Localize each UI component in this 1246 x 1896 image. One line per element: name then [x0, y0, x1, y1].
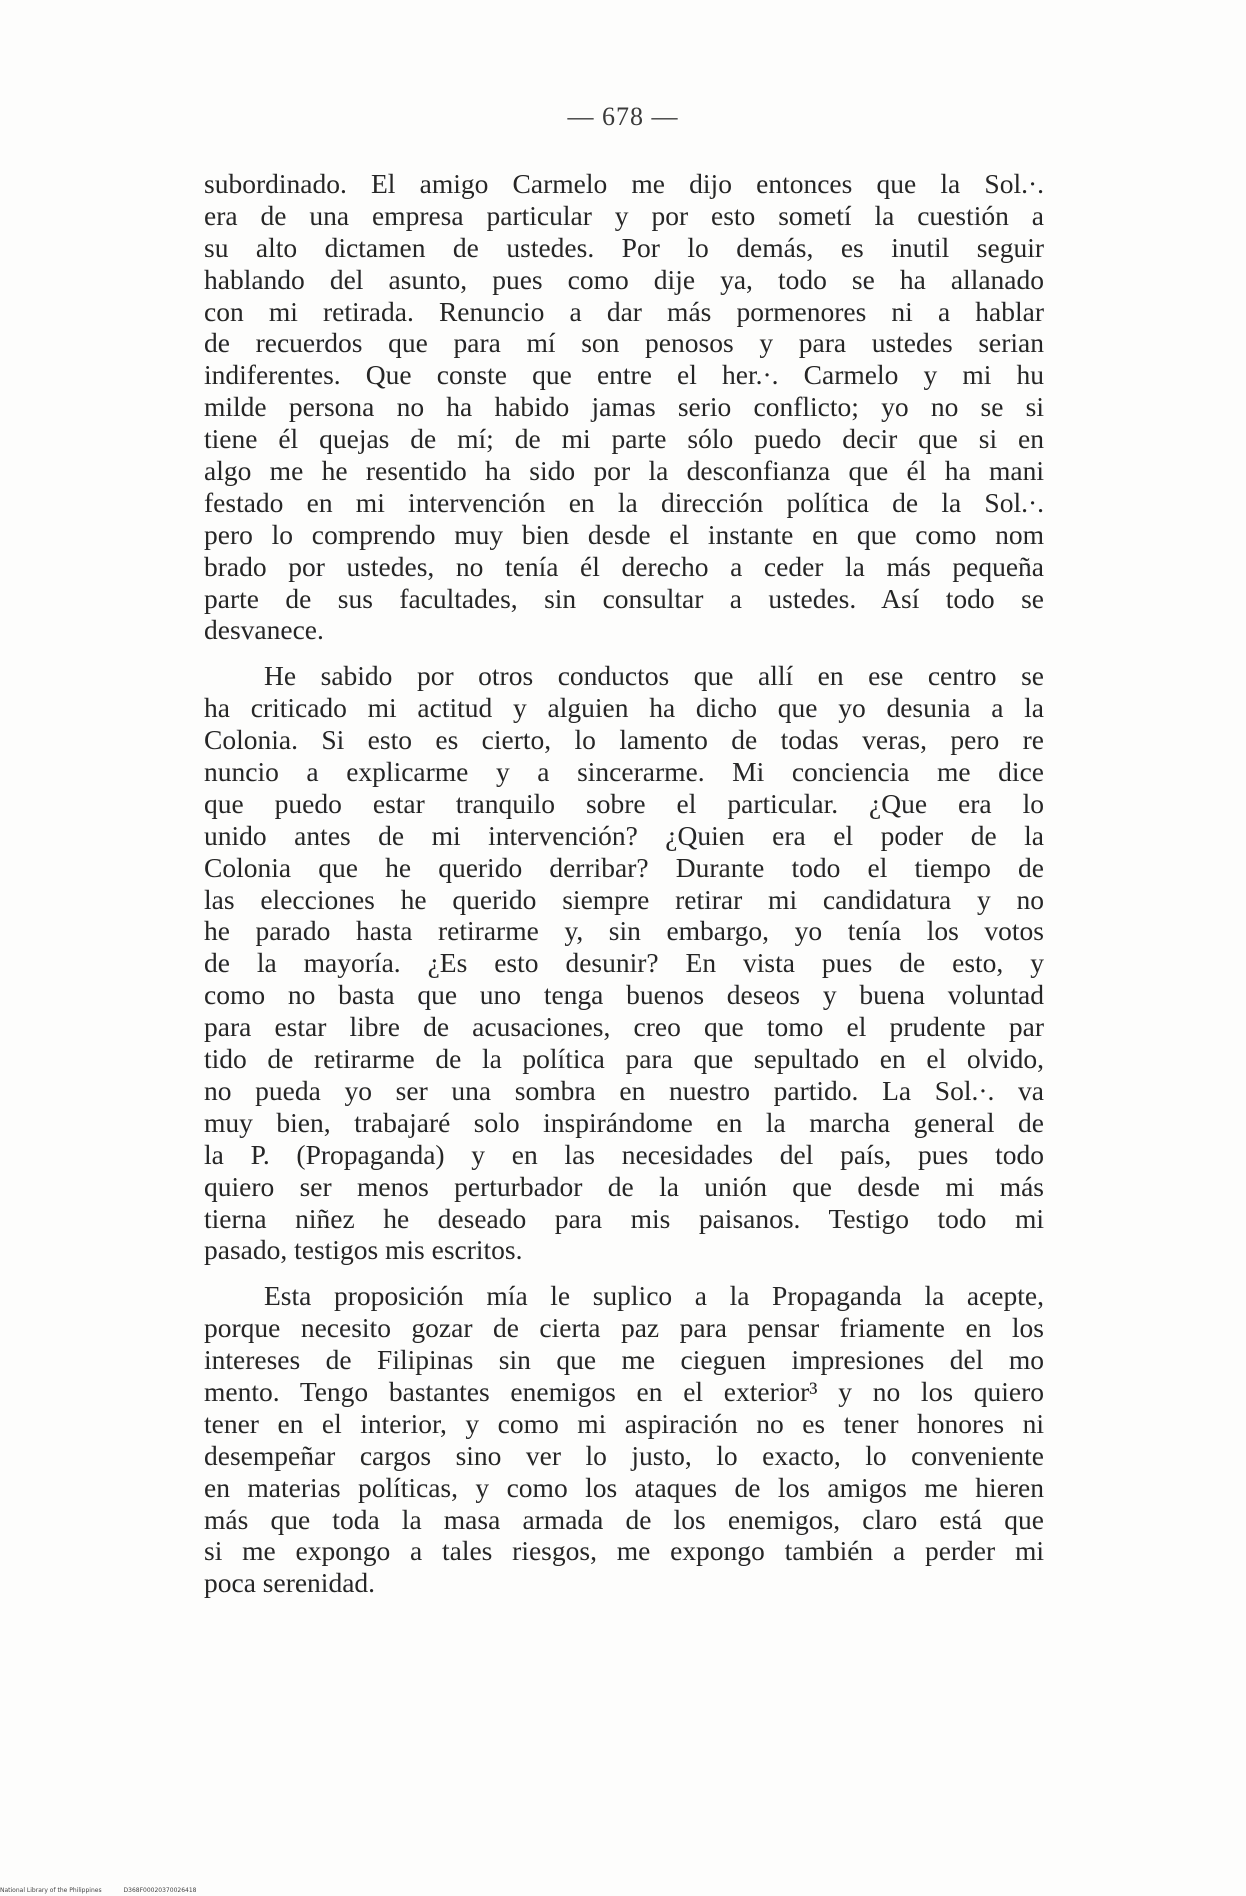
- text-line: su alto dictamen de ustedes. Por lo demás, es inutil seguir: [204, 231, 1044, 263]
- text-line: brado por ustedes, no tenía él derecho a ceder la más pequeña: [204, 550, 1044, 582]
- text-line: quiero ser menos perturbador de la unión que desde mi más: [204, 1170, 1044, 1202]
- text-line: muy bien, trabajaré solo inspirándome en la marcha general de: [204, 1106, 1044, 1138]
- body-text: [204, 168, 1044, 1599]
- text-line: nuncio a explicarme y a sincerarme. Mi conciencia me dice: [204, 756, 1044, 788]
- text-line: milde persona no ha habido jamas serio conflicto; yo no se si: [204, 391, 1044, 423]
- text-line: mento. Tengo bastantes enemigos en el exterior³ y no los quiero: [204, 1375, 1044, 1407]
- paragraph: [204, 660, 1044, 1266]
- text-line: no pueda yo ser una sombra en nuestro partido. La Sol.·. va: [204, 1074, 1044, 1106]
- text-line: Colonia que he querido derribar? Durante todo el tiempo de: [204, 851, 1044, 883]
- page-number: — 678 —: [567, 102, 679, 131]
- text-line: he parado hasta retirarme y, sin embargo, yo tenía los votos: [204, 915, 1044, 947]
- paragraph-gap: [204, 1266, 1044, 1280]
- text-line: de la mayoría. ¿Es esto desunir? En vista pues de esto, y: [204, 947, 1044, 979]
- footer-code: D368F00020370026418: [123, 1887, 197, 1894]
- text-line: subordinado. El amigo Carmelo me dijo entonces que la Sol.·.: [204, 168, 1044, 199]
- paragraph: [204, 1280, 1044, 1599]
- text-line: intereses de Filipinas sin que me cieguen impresiones del mo: [204, 1344, 1044, 1376]
- text-line: como no basta que uno tenga buenos deseos y buena voluntad: [204, 979, 1044, 1011]
- scan-footer: [0, 1887, 216, 1894]
- text-line: pasado, testigos mis escritos.: [204, 1234, 523, 1266]
- paragraph-gap: [204, 646, 1044, 660]
- text-line: era de una empresa particular y por esto sometí la cuestión a: [204, 199, 1044, 231]
- text-line: más que toda la masa armada de los enemigos, claro está que: [204, 1503, 1044, 1535]
- text-line: tiene él quejas de mí; de mi parte sólo puedo decir que si en: [204, 423, 1044, 455]
- text-line: tierna niñez he deseado para mis paisanos. Testigo todo mi: [204, 1202, 1044, 1234]
- text-line: que puedo estar tranquilo sobre el particular. ¿Que era lo: [204, 787, 1044, 819]
- text-line: las elecciones he querido siempre retirar mi candidatura y no: [204, 883, 1044, 915]
- text-line: parte de sus facultades, sin consultar a ustedes. Así todo se: [204, 582, 1044, 614]
- text-line: tido de retirarme de la política para que sepultado en el olvido,: [204, 1043, 1044, 1075]
- text-line: en materias políticas, y como los ataques de los amigos me hieren: [204, 1471, 1044, 1503]
- text-line: desempeñar cargos sino ver lo justo, lo exacto, lo conveniente: [204, 1439, 1044, 1471]
- text-line: hablando del asunto, pues como dije ya, todo se ha allanado: [204, 263, 1044, 295]
- paragraph: [204, 168, 1044, 646]
- text-line: festado en mi intervención en la dirección política de la Sol.·.: [204, 486, 1044, 518]
- text-line: Esta proposición mía le suplico a la Propaganda la acepte,: [264, 1280, 1044, 1312]
- text-line: Colonia. Si esto es cierto, lo lamento de todas veras, pero re: [204, 724, 1044, 756]
- text-line: ha criticado mi actitud y alguien ha dicho que yo desunia a la: [204, 692, 1044, 724]
- text-line: para estar libre de acusaciones, creo que tomo el prudente par: [204, 1011, 1044, 1043]
- text-line: unido antes de mi intervención? ¿Quien era el poder de la: [204, 819, 1044, 851]
- text-line: desvanece.: [204, 614, 324, 646]
- text-line: pero lo comprendo muy bien desde el instante en que como nom: [204, 518, 1044, 550]
- text-line: la P. (Propaganda) y en las necesidades del país, pues todo: [204, 1138, 1044, 1170]
- text-line: poca serenidad.: [204, 1567, 376, 1599]
- text-line: tener en el interior, y como mi aspiración no es tener honores ni: [204, 1407, 1044, 1439]
- text-line: porque necesito gozar de cierta paz para pensar friamente en los: [204, 1312, 1044, 1344]
- footer-library: National Library of the Philippines: [0, 1887, 102, 1894]
- text-line: si me expongo a tales riesgos, me expongo también a perder mi: [204, 1535, 1044, 1567]
- text-line: algo me he resentido ha sido por la desconfianza que él ha mani: [204, 455, 1044, 487]
- text-line: de recuerdos que para mí son penosos y para ustedes serian: [204, 327, 1044, 359]
- text-line: con mi retirada. Renuncio a dar más pormenores ni a hablar: [204, 295, 1044, 327]
- text-line: indiferentes. Que conste que entre el her.·. Carmelo y mi hu: [204, 359, 1044, 391]
- text-line: He sabido por otros conductos que allí en ese centro se: [264, 660, 1044, 692]
